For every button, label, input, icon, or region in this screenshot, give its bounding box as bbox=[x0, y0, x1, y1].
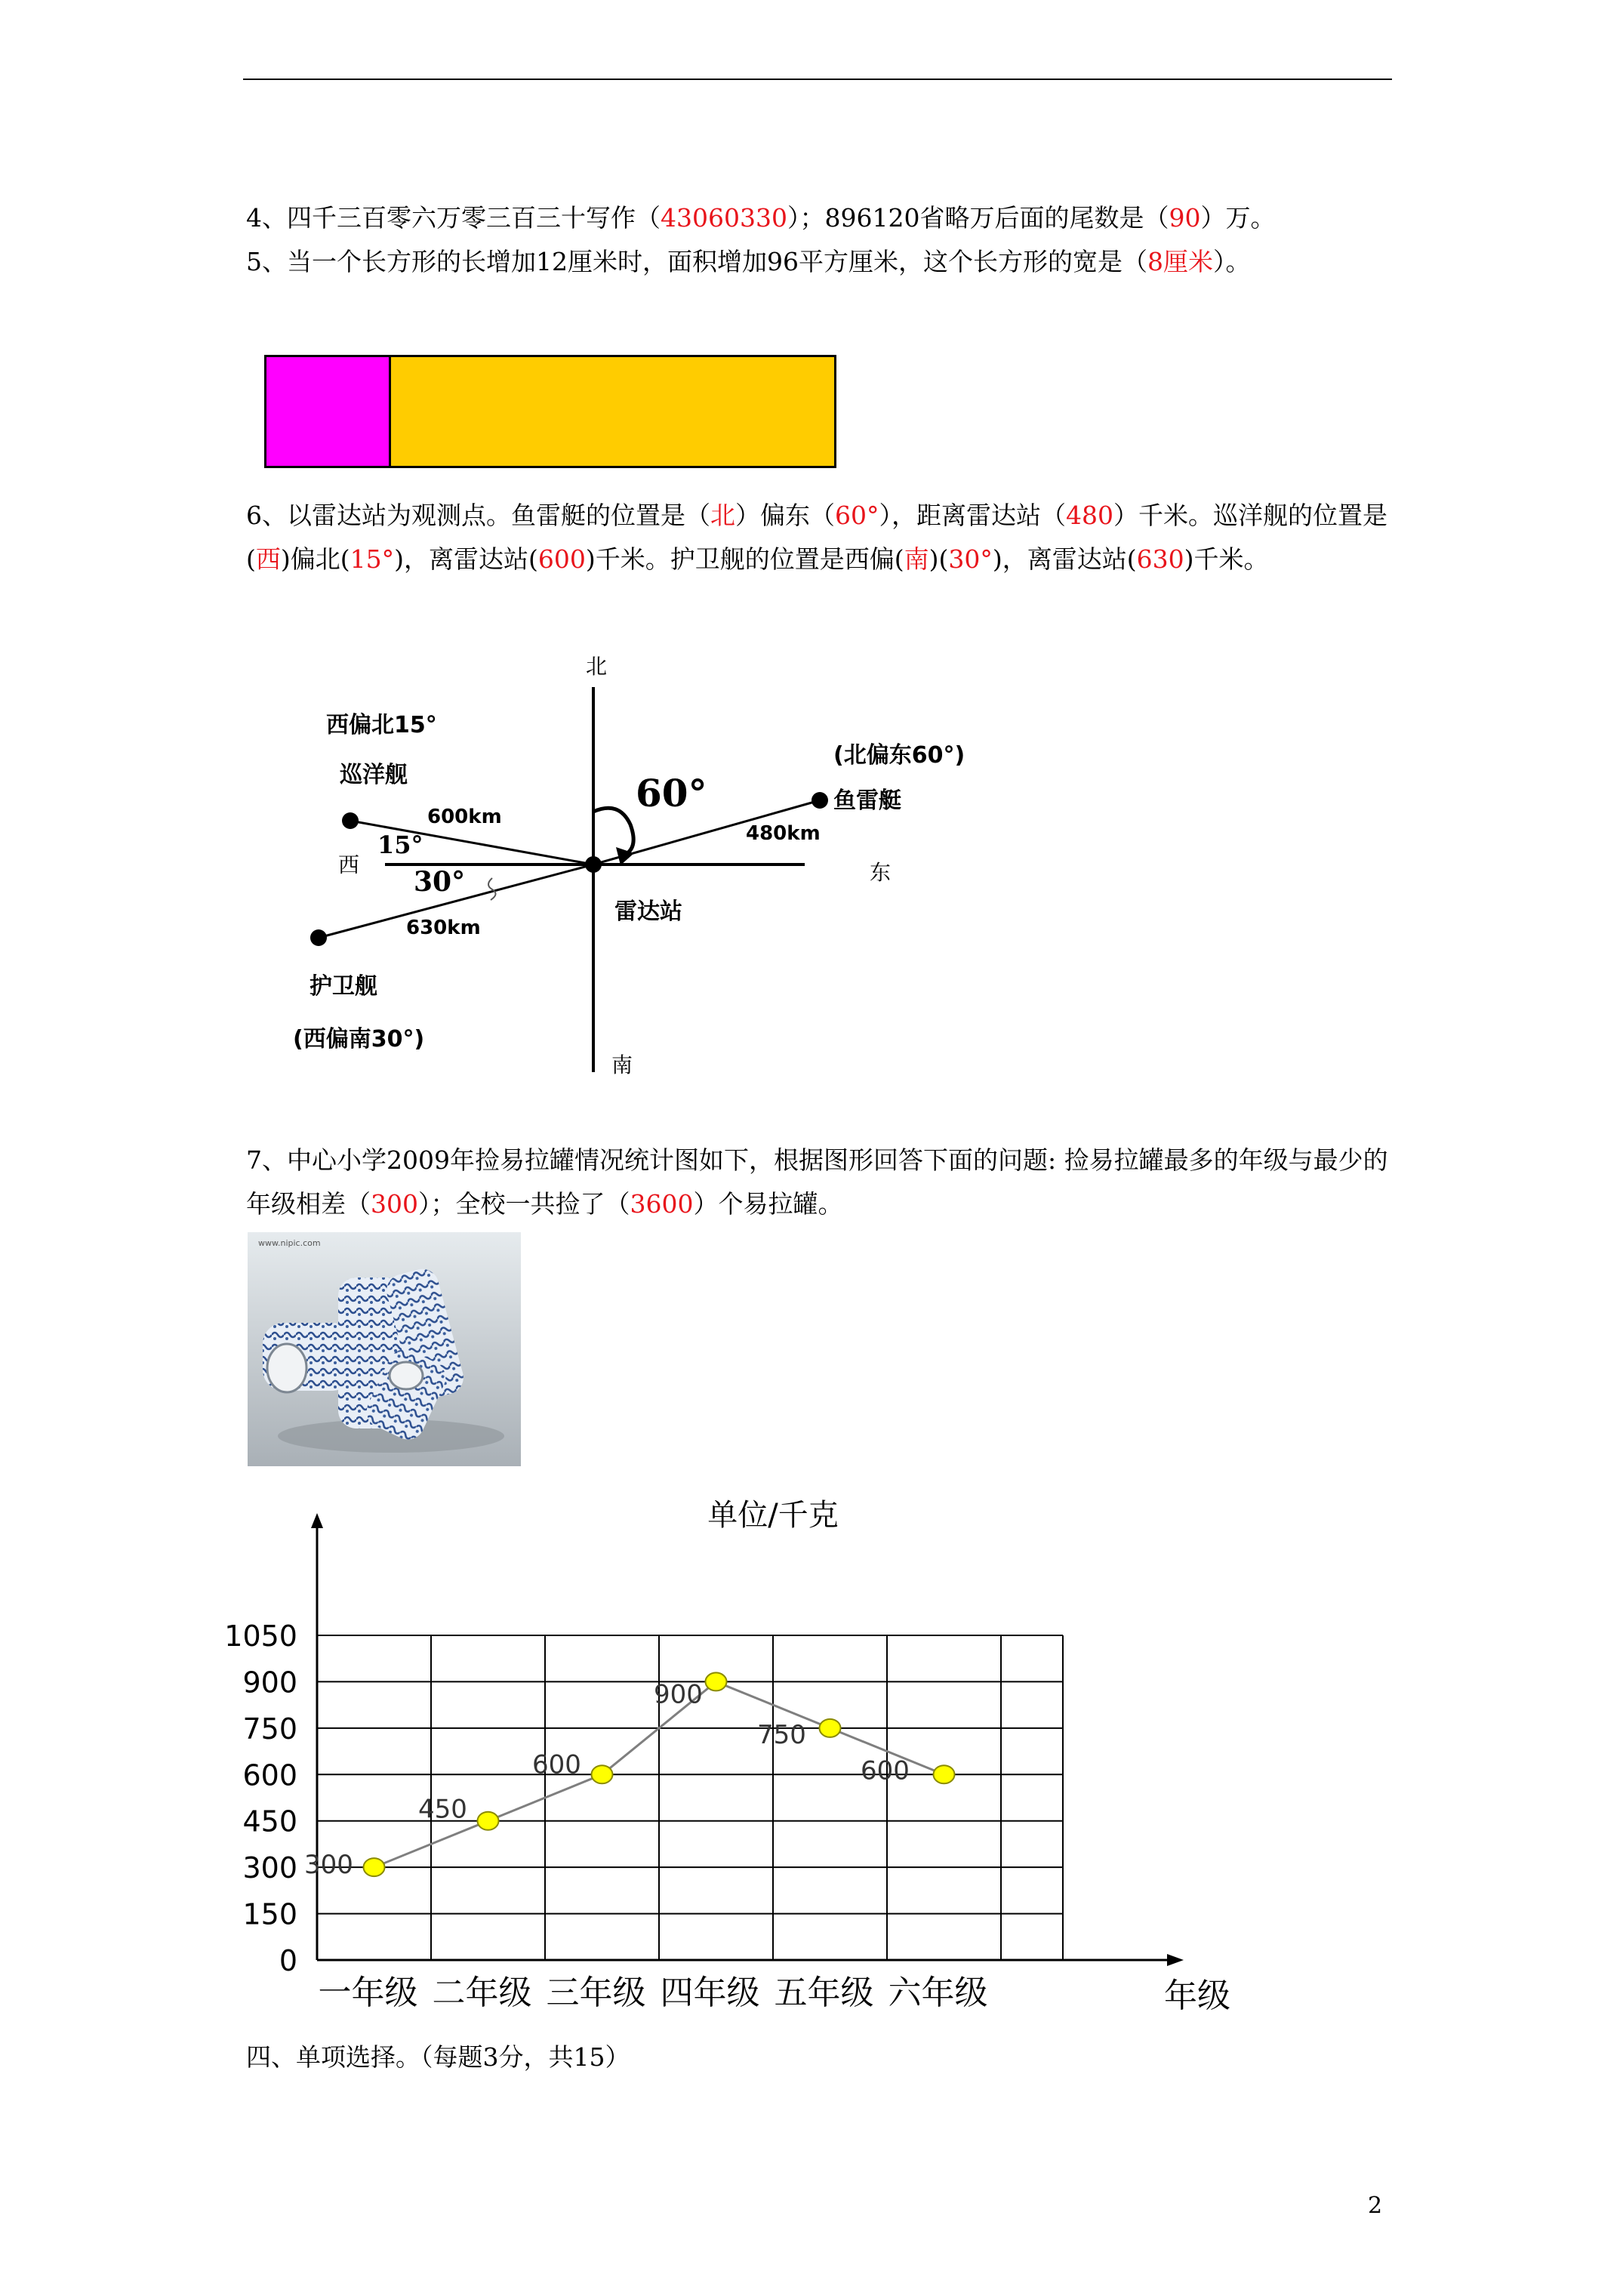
q6-text-8: )( bbox=[929, 544, 949, 574]
q7-text-b: ）；全校一共捡了（ bbox=[418, 1189, 630, 1219]
label-frigate-direction: (西偏南30°) bbox=[293, 1026, 425, 1052]
data-label: 750 bbox=[757, 1719, 806, 1750]
question-6 bbox=[246, 494, 1394, 581]
y-tick-label: 900 bbox=[242, 1666, 297, 1700]
data-label: 600 bbox=[532, 1749, 581, 1780]
q7-text-c: ）个易拉罐。 bbox=[693, 1189, 843, 1219]
label-torpedo: 鱼雷艇 bbox=[833, 787, 901, 814]
label-angle-60: 60° bbox=[636, 771, 707, 815]
x-tick-label: 五年级 bbox=[774, 1974, 874, 2012]
angle-60-arc bbox=[593, 808, 633, 855]
q6-text-9: )，离雷达站( bbox=[992, 544, 1137, 574]
q7-text-a: 7、中心小学2009年捡易拉罐情况统计图如下，根据图形回答下面的问题: 捡易拉罐最多的年级与最少的年级相差（ bbox=[246, 1145, 1388, 1219]
q6-answer-9: 630 bbox=[1136, 544, 1184, 574]
q6-answer-7: 南 bbox=[904, 544, 929, 574]
q5-answer: 8厘米 bbox=[1147, 247, 1213, 276]
q6-text-5: )偏北( bbox=[280, 544, 350, 574]
torpedo-point bbox=[812, 792, 828, 809]
frigate-point bbox=[310, 929, 327, 946]
y-tick-label: 1050 bbox=[224, 1620, 297, 1653]
y-tick-label: 150 bbox=[242, 1897, 297, 1931]
chart-title: 单位/千克 bbox=[707, 1498, 839, 1533]
rectangle-original-part bbox=[391, 357, 834, 466]
q6-answer-2: 60° bbox=[835, 501, 879, 530]
question-7 bbox=[246, 1139, 1394, 1226]
radar-station-point bbox=[585, 856, 602, 873]
label-radar-station: 雷达站 bbox=[614, 898, 682, 925]
q5-text-b: ）。 bbox=[1212, 247, 1251, 276]
x-axis-arrow bbox=[1167, 1954, 1184, 1966]
q5-text-a: 5、当一个长方形的长增加12厘米时，面积增加96平方厘米，这个长方形的宽是（ bbox=[246, 247, 1147, 276]
label-torpedo-direction: (北偏东60°) bbox=[833, 742, 965, 769]
page-number: 2 bbox=[1368, 2193, 1383, 2219]
label-south: 南 bbox=[611, 1052, 633, 1077]
q6-text-2: ）偏东（ bbox=[735, 501, 835, 530]
q4-answer-2: 90 bbox=[1169, 203, 1201, 233]
section-4-text: 四、单项选择。（每题3分，共15） bbox=[246, 2042, 630, 2072]
y-tick-label: 750 bbox=[242, 1712, 297, 1746]
section-4-heading bbox=[246, 2036, 1394, 2079]
q6-answer-8: 30° bbox=[948, 544, 993, 574]
question-4 bbox=[246, 196, 1394, 240]
cans-line-chart bbox=[224, 1487, 1252, 2031]
q7-answer-1: 300 bbox=[371, 1189, 418, 1219]
photo-watermark: www.nipic.com bbox=[258, 1238, 321, 1248]
y-tick-label: 300 bbox=[242, 1851, 297, 1885]
angle-30-mark bbox=[488, 878, 496, 900]
label-angle-15: 15° bbox=[377, 831, 423, 859]
x-axis-label: 年级 bbox=[1164, 1977, 1230, 2015]
data-label: 600 bbox=[861, 1755, 910, 1786]
y-axis-arrow bbox=[311, 1513, 323, 1528]
label-north: 北 bbox=[586, 654, 608, 679]
x-tick-label: 四年级 bbox=[660, 1974, 760, 2012]
q4-answer-1: 43060330 bbox=[661, 203, 787, 233]
label-west: 西 bbox=[338, 852, 360, 877]
q6-text-6: )，离雷达站( bbox=[394, 544, 538, 574]
data-label: 450 bbox=[418, 1794, 467, 1825]
data-point bbox=[706, 1672, 727, 1690]
rectangle-added-part bbox=[266, 357, 391, 466]
x-tick-label: 三年级 bbox=[546, 1974, 646, 2012]
label-east: 东 bbox=[870, 860, 892, 885]
cruiser-point bbox=[342, 812, 359, 829]
q4-text-a: 4、四千三百零六万零三百三十写作（ bbox=[246, 203, 661, 233]
q7-answer-2: 3600 bbox=[630, 1189, 694, 1219]
data-point bbox=[364, 1858, 385, 1876]
cans-photo bbox=[248, 1232, 521, 1466]
question-5 bbox=[246, 240, 1394, 284]
label-frigate-distance: 630km bbox=[406, 917, 481, 939]
y-tick-label: 600 bbox=[242, 1758, 297, 1792]
label-angle-30: 30° bbox=[414, 866, 466, 898]
data-label: 300 bbox=[304, 1850, 353, 1881]
x-tick-label: 六年级 bbox=[888, 1974, 988, 2012]
q4-text-b: ）；896120省略万后面的尾数是（ bbox=[787, 203, 1169, 233]
q6-text-1: 6、以雷达站为观测点。鱼雷艇的位置是（ bbox=[246, 501, 710, 530]
header-rule bbox=[243, 79, 1392, 80]
can-left-top bbox=[267, 1344, 306, 1392]
data-point bbox=[478, 1812, 499, 1830]
q6-text-7: )千米。护卫舰的位置是西偏( bbox=[585, 544, 904, 574]
q4-text-c: ）万。 bbox=[1200, 203, 1276, 233]
label-cruiser: 巡洋舰 bbox=[340, 762, 408, 788]
q6-text-10: )千米。 bbox=[1184, 544, 1269, 574]
label-frigate: 护卫舰 bbox=[310, 973, 377, 1000]
data-point bbox=[592, 1765, 613, 1783]
x-tick-label: 二年级 bbox=[432, 1974, 532, 2012]
data-label: 900 bbox=[654, 1679, 703, 1710]
q6-text-3: ），距离雷达站（ bbox=[879, 501, 1066, 530]
can-front-top bbox=[390, 1362, 423, 1389]
label-torpedo-distance: 480km bbox=[746, 822, 821, 845]
q6-answer-4: 西 bbox=[255, 544, 281, 574]
q6-answer-1: 北 bbox=[710, 501, 735, 530]
data-point bbox=[934, 1765, 955, 1783]
y-tick-label: 0 bbox=[279, 1944, 297, 1977]
x-tick-label: 一年级 bbox=[318, 1974, 418, 2012]
radar-direction-diagram bbox=[279, 649, 1019, 1102]
q6-answer-5: 15° bbox=[350, 544, 395, 574]
label-cruiser-distance: 600km bbox=[427, 806, 502, 828]
q6-text-4: ）千米。巡洋舰的位置是( bbox=[246, 501, 1387, 574]
q6-answer-3: 480 bbox=[1066, 501, 1113, 530]
y-tick-label: 450 bbox=[242, 1804, 297, 1838]
data-point bbox=[820, 1719, 841, 1737]
label-cruiser-direction: 西偏北15° bbox=[326, 712, 437, 738]
q6-answer-6: 600 bbox=[537, 544, 586, 574]
rectangle-figure bbox=[264, 355, 836, 468]
